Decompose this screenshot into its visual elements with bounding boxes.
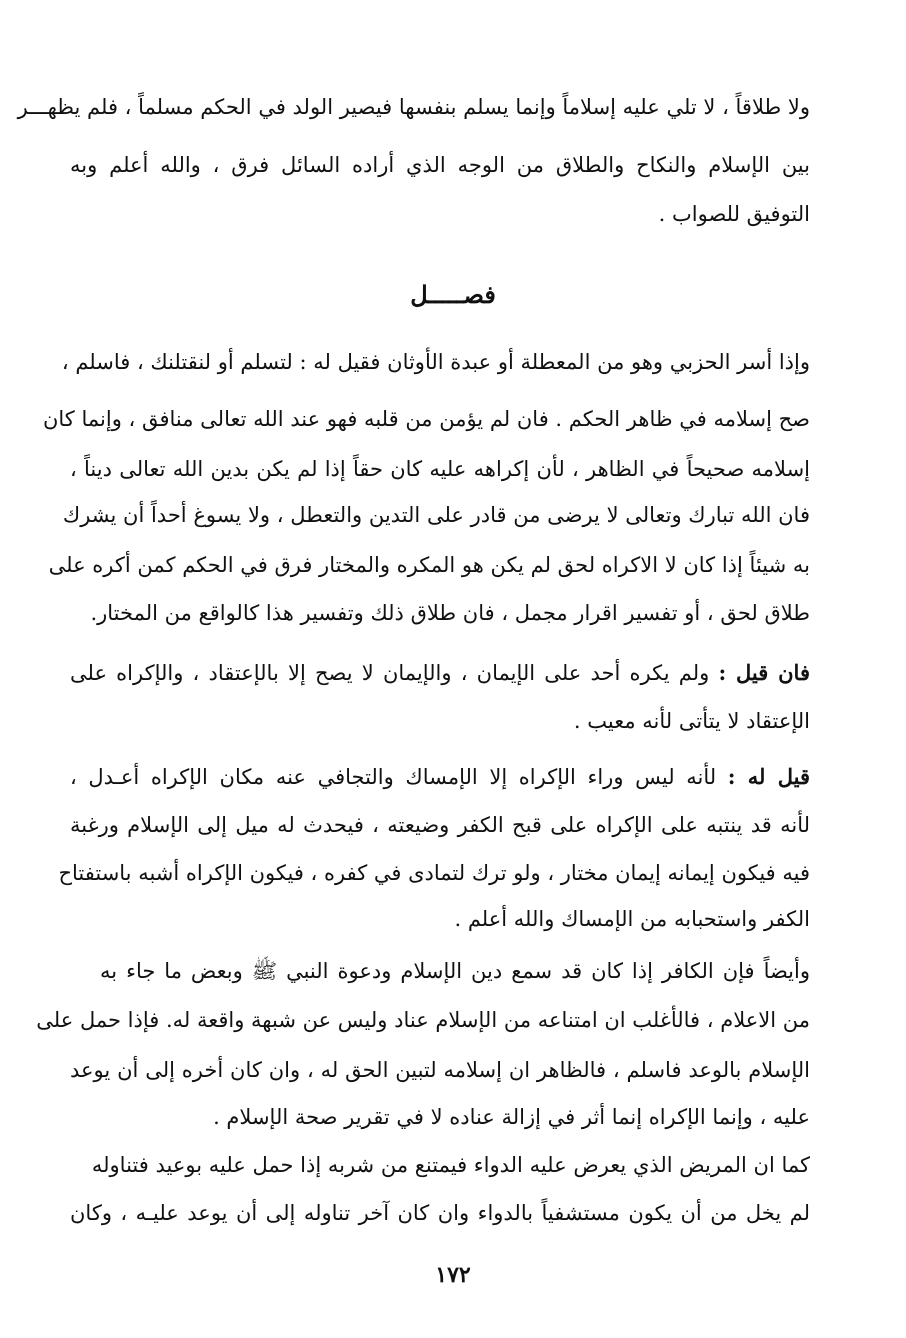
section-heading: [0, 280, 906, 309]
text-fragment: لأنه ليس وراء الإكراه إلا الإمساك والتجافي عنه مكان الإكراه أعـدل ،: [70, 765, 717, 789]
text-line: [70, 762, 810, 792]
text-line: الكفر واستحبابه من الإمساك والله أعلم .: [454, 907, 810, 931]
text-line: صح إسلامه في ظاهر الحكم . فان لم يؤمن من قلبه فهو عند الله تعالى منافق ، وإنما كان: [42, 407, 810, 431]
text-line: لم يخل من أن يكون مستشفياً بالدواء وان كان آخر تناوله إلى أن يوعد عليـه ، وكان: [70, 1201, 810, 1225]
section-heading-text: فصـــــل: [410, 280, 496, 309]
text-line: عليه ، وإنما الإكراه إنما أثر في إزالة عناده لا في تقرير صحة الإسلام .: [213, 1105, 810, 1129]
text-line: بين الإسلام والنكاح والطلاق من الوجه الذي أراده السائل فرق ، والله أعلم وبه: [70, 153, 810, 177]
text-line: وأيضاً فإن الكافر إذا كان قد سمع دين الإسلام ودعوة النبي ﷺ وبعض ما جاء به: [100, 959, 810, 983]
text-line: [70, 658, 810, 688]
text-line: وإذا أسر الحزبي وهو من المعطلة أو عبدة الأوثان فقيل له : لتسلم أو لنقتلنك ، فاسلم ،: [61, 350, 810, 374]
text-line: إسلامه صحيحاً في الظاهر ، لأن إكراهه عليه كان حقاً إذا لم يكن بدين الله تعالى ديناً ،: [70, 457, 810, 481]
page-number: ١٧٢: [435, 1262, 471, 1288]
question-lead: فان قيل :: [718, 660, 810, 685]
text-line: فان الله تبارك وتعالى لا يرضى من قادر على التدين والتعطل ، ولا يسوغ أحداً أن يشرك: [62, 503, 810, 527]
text-line: الإعتقاد لا يتأتى لأنه معيب .: [573, 709, 810, 733]
text-line: ولا طلاقاً ، لا تلي عليه إسلاماً وإنما يسلم بنفسها فيصير الولد في الحكم مسلماً ، فلم يظهـــر: [17, 95, 810, 119]
text-line: فيه فيكون إيمانه إيمان مختار ، ولو ترك لتمادى في كفره ، فيكون الإكراه أشبه باستفتاح: [58, 861, 810, 885]
text-line: كما ان المريض الذي يعرض عليه الدواء فيمتنع من شربه إذا حمل عليه بوعيد فتناوله: [91, 1153, 810, 1177]
text-line: التوفيق للصواب .: [658, 202, 810, 226]
text-line: طلاق لحق ، أو تفسير اقرار مجمل ، فان طلاق ذلك وتفسير هذا كالواقع من المختار.: [90, 601, 810, 625]
text-line: به شيئاً إذا كان لا الاكراه لحق لم يكن هو المكره والمختار فرق في الحكم كمن أكره على: [48, 553, 810, 577]
text-fragment: ولم يكره أحد على الإيمان ، والإيمان لا يصح إلا بالإعتقاد ، والإكراه على: [70, 661, 710, 685]
text-line: الإسلام بالوعد فاسلم ، فالظاهر ان إسلامه لتبين الحق له ، وان كان أخره إلى أن يوعد: [70, 1058, 810, 1082]
text-line: لأنه قد ينتبه على الإكراه على قبح الكفر وضيعته ، فيحدث له ميل إلى الإسلام ورغبة: [70, 813, 810, 837]
answer-lead: قيل له :: [727, 764, 811, 789]
text-line: من الاعلام ، فالأغلب ان امتناعه من الإسلام عناد وليس عن شبهة واقعة له. فإذا حمل على: [36, 1008, 810, 1032]
